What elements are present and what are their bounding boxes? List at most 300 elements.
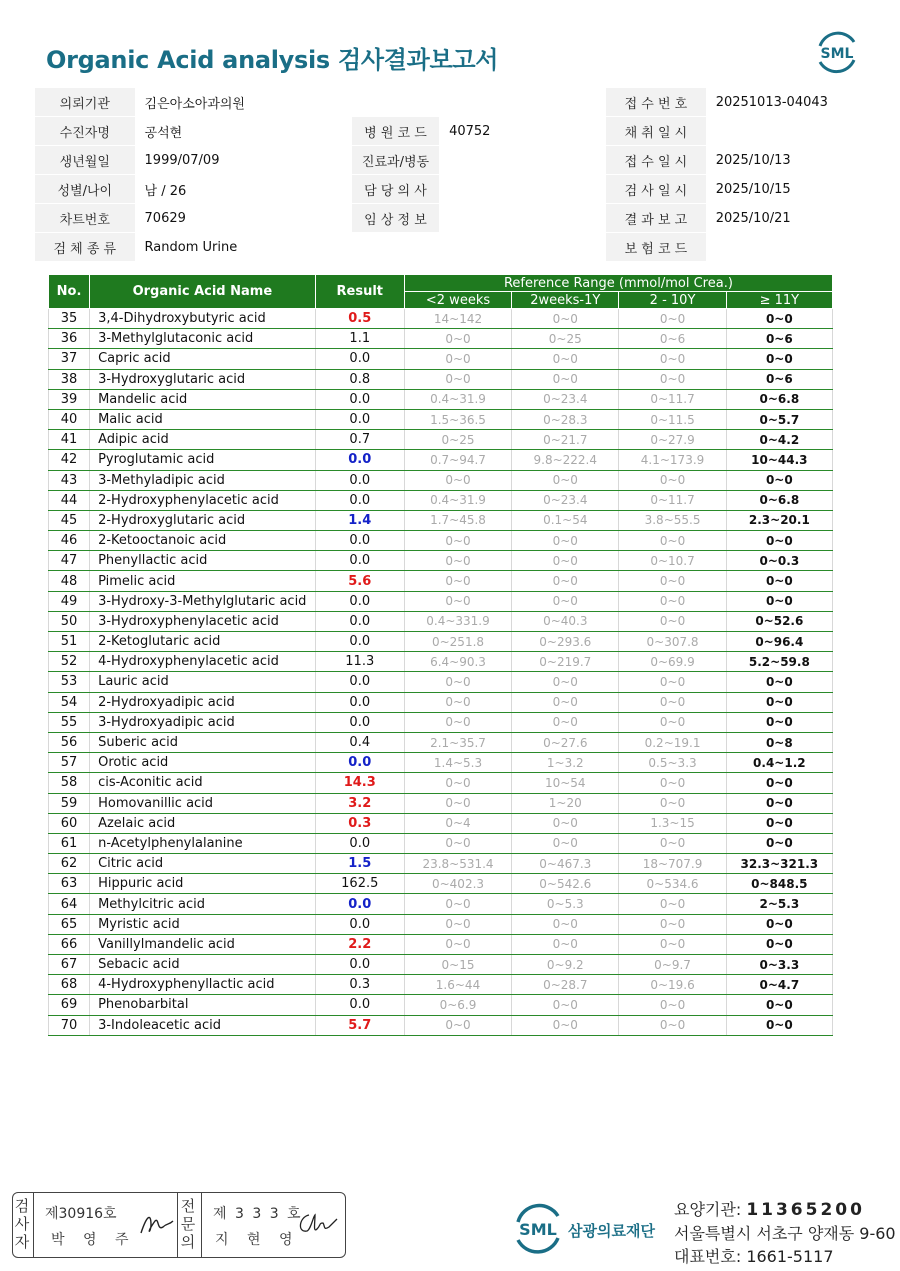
table-row [49, 813, 833, 833]
ref-under-2-weeks: 6.4~90.3 [404, 652, 511, 672]
row-number: 35 [49, 309, 90, 329]
info-value: 70629 [135, 204, 352, 233]
footer-info: 요양기관: 11365200 서울특별시 서초구 양재동 9-60 대표번호: 1661-5117 [674, 1200, 896, 1266]
table-row [49, 712, 833, 732]
info-label [352, 88, 439, 117]
acid-name: Sebacic acid [90, 955, 316, 975]
ref-under-2-weeks: 0~0 [404, 894, 511, 914]
row-number: 51 [49, 632, 90, 652]
ref-2-10y: 0~0 [619, 672, 726, 692]
acid-name: Adipic acid [90, 430, 316, 450]
row-number: 36 [49, 329, 90, 349]
ref-2weeks-1y: 0~0 [512, 551, 619, 571]
ref-2weeks-1y: 0~0 [512, 712, 619, 732]
row-number: 59 [49, 793, 90, 813]
info-value: 김은아소아과의원 [135, 88, 352, 117]
ref-11y-plus: 0~0 [726, 773, 832, 793]
info-value: 2025/10/21 [706, 204, 865, 233]
ref-11y-plus: 0~6 [726, 369, 832, 389]
result-value: 0.0 [315, 753, 404, 773]
table-row [49, 571, 833, 591]
acid-name: Hippuric acid [90, 874, 316, 894]
ref-11y-plus: 0~0 [726, 934, 832, 954]
table-row [49, 430, 833, 450]
ref-11y-plus: 0~0 [726, 571, 832, 591]
ref-2weeks-1y: 0~40.3 [512, 611, 619, 631]
ref-2weeks-1y: 0~0 [512, 470, 619, 490]
info-value [706, 117, 865, 146]
acid-name: Phenyllactic acid [90, 551, 316, 571]
row-number: 43 [49, 470, 90, 490]
ref-2weeks-1y: 0~0 [512, 995, 619, 1015]
acid-name: Myristic acid [90, 914, 316, 934]
acid-name: cis-Aconitic acid [90, 773, 316, 793]
table-row [49, 914, 833, 934]
result-value: 0.0 [315, 389, 404, 409]
acid-name: 4-Hydroxyphenyllactic acid [90, 975, 316, 995]
ref-2weeks-1y: 0~293.6 [512, 632, 619, 652]
info-value [439, 88, 606, 117]
ref-11y-plus: 10~44.3 [726, 450, 832, 470]
info-value: 남 / 26 [135, 175, 352, 204]
ref-11y-plus: 2.3~20.1 [726, 510, 832, 530]
result-value: 0.0 [315, 551, 404, 571]
phone-number: 1661-5117 [746, 1247, 834, 1266]
specialist-license: 제 3 3 3 호 [213, 1206, 303, 1222]
table-row [49, 874, 833, 894]
specialist-signature-icon [295, 1209, 339, 1239]
row-number: 66 [49, 934, 90, 954]
ref-2-10y: 0~0 [619, 531, 726, 551]
ref-2weeks-1y: 0~542.6 [512, 874, 619, 894]
row-number: 58 [49, 773, 90, 793]
table-row [49, 551, 833, 571]
info-label: 병 원 코 드 [352, 117, 439, 146]
ref-under-2-weeks: 0~6.9 [404, 995, 511, 1015]
ref-2-10y: 0~27.9 [619, 430, 726, 450]
row-number: 54 [49, 692, 90, 712]
info-value: 2025/10/15 [706, 175, 865, 204]
acid-name: Azelaic acid [90, 813, 316, 833]
col-age-2: 2 - 10Y [619, 292, 726, 309]
ref-2-10y: 0~6 [619, 329, 726, 349]
ref-2-10y: 0~0 [619, 611, 726, 631]
ref-11y-plus: 0~0 [726, 349, 832, 369]
ref-2-10y: 0~0 [619, 470, 726, 490]
ref-2weeks-1y: 0~28.3 [512, 409, 619, 429]
result-value: 5.7 [315, 1015, 404, 1035]
result-value: 0.0 [315, 490, 404, 510]
ref-under-2-weeks: 0~0 [404, 793, 511, 813]
svg-text:SML: SML [519, 1220, 557, 1239]
info-value [439, 204, 606, 233]
table-row [49, 793, 833, 813]
ref-2-10y: 0~0 [619, 692, 726, 712]
info-value: Random Urine [135, 233, 352, 262]
acid-name: Citric acid [90, 854, 316, 874]
table-row [49, 732, 833, 752]
row-number: 45 [49, 510, 90, 530]
info-value: 40752 [439, 117, 606, 146]
acid-name: 2-Ketoglutaric acid [90, 632, 316, 652]
acid-name: 2-Hydroxyadipic acid [90, 692, 316, 712]
info-label [352, 233, 439, 262]
ref-2weeks-1y: 0~0 [512, 833, 619, 853]
info-value [439, 146, 606, 175]
ref-2-10y: 0~0 [619, 712, 726, 732]
table-row [49, 369, 833, 389]
table-row [49, 753, 833, 773]
ref-2-10y: 0~0 [619, 934, 726, 954]
ref-11y-plus: 0~3.3 [726, 955, 832, 975]
col-age-3: ≥ 11Y [726, 292, 832, 309]
table-row [49, 309, 833, 329]
row-number: 53 [49, 672, 90, 692]
ref-2weeks-1y: 0~0 [512, 692, 619, 712]
ref-under-2-weeks: 0~0 [404, 934, 511, 954]
table-row [49, 955, 833, 975]
col-no: No. [49, 275, 90, 309]
ref-2weeks-1y: 0~9.2 [512, 955, 619, 975]
result-value: 0.0 [315, 611, 404, 631]
ref-2-10y: 0~0 [619, 309, 726, 329]
ref-under-2-weeks: 0~0 [404, 349, 511, 369]
ref-2weeks-1y: 0~0 [512, 1015, 619, 1035]
ref-2weeks-1y: 0.1~54 [512, 510, 619, 530]
table-row [49, 389, 833, 409]
ref-2-10y: 3.8~55.5 [619, 510, 726, 530]
examiner-name: 박 영 주 [51, 1232, 136, 1248]
acid-name: Pyroglutamic acid [90, 450, 316, 470]
ref-11y-plus: 0~6 [726, 329, 832, 349]
ref-under-2-weeks: 0.4~331.9 [404, 611, 511, 631]
ref-2-10y: 0~0 [619, 1015, 726, 1035]
acid-name: Suberic acid [90, 732, 316, 752]
examiner-label: 검 사 자 [14, 1197, 30, 1251]
row-number: 55 [49, 712, 90, 732]
result-value: 0.0 [315, 995, 404, 1015]
result-value: 0.0 [315, 591, 404, 611]
ref-under-2-weeks: 0~0 [404, 914, 511, 934]
info-row [35, 175, 865, 204]
info-label: 수진자명 [35, 117, 135, 146]
info-value [439, 175, 606, 204]
organic-acid-table [48, 274, 833, 1036]
ref-2-10y: 0.2~19.1 [619, 732, 726, 752]
result-value: 0.0 [315, 894, 404, 914]
ref-11y-plus: 0~6.8 [726, 490, 832, 510]
result-value: 0.0 [315, 632, 404, 652]
ref-under-2-weeks: 0~0 [404, 672, 511, 692]
table-row [49, 470, 833, 490]
ref-2-10y: 0~69.9 [619, 652, 726, 672]
ref-under-2-weeks: 0.4~31.9 [404, 389, 511, 409]
acid-name: 3,4-Dihydroxybutyric acid [90, 309, 316, 329]
examiner-license: 제30916호 [45, 1206, 117, 1222]
col-reference: Reference Range (mmol/mol Crea.) [404, 275, 832, 292]
row-number: 44 [49, 490, 90, 510]
ref-2-10y: 0~0 [619, 369, 726, 389]
ref-2weeks-1y: 0~0 [512, 349, 619, 369]
info-label: 임 상 정 보 [352, 204, 439, 233]
table-row [49, 329, 833, 349]
result-value: 1.5 [315, 854, 404, 874]
ref-2weeks-1y: 1~20 [512, 793, 619, 813]
ref-under-2-weeks: 0~15 [404, 955, 511, 975]
info-row [35, 146, 865, 175]
ref-2weeks-1y: 0~467.3 [512, 854, 619, 874]
acid-name: 3-Hydroxy-3-Methylglutaric acid [90, 591, 316, 611]
ref-11y-plus: 0~96.4 [726, 632, 832, 652]
ref-under-2-weeks: 0~0 [404, 551, 511, 571]
address: 서울특별시 서초구 양재동 9-60 [674, 1224, 896, 1243]
ref-2-10y: 0~0 [619, 894, 726, 914]
row-number: 69 [49, 995, 90, 1015]
result-value: 1.1 [315, 329, 404, 349]
result-value: 3.2 [315, 793, 404, 813]
ref-2weeks-1y: 0~0 [512, 672, 619, 692]
table-row [49, 854, 833, 874]
result-value: 0.4 [315, 732, 404, 752]
result-value: 0.0 [315, 712, 404, 732]
acid-name: Orotic acid [90, 753, 316, 773]
result-value: 0.0 [315, 349, 404, 369]
ref-2-10y: 4.1~173.9 [619, 450, 726, 470]
col-age-0: <2 weeks [404, 292, 511, 309]
logo-text: SML [820, 46, 854, 62]
acid-name: Lauric acid [90, 672, 316, 692]
row-number: 42 [49, 450, 90, 470]
acid-name: Methylcitric acid [90, 894, 316, 914]
table-row [49, 672, 833, 692]
result-value: 0.0 [315, 692, 404, 712]
result-value: 162.5 [315, 874, 404, 894]
row-number: 40 [49, 409, 90, 429]
row-number: 62 [49, 854, 90, 874]
acid-name: 2-Hydroxyphenylacetic acid [90, 490, 316, 510]
result-value: 0.5 [315, 309, 404, 329]
ref-2weeks-1y: 0~0 [512, 934, 619, 954]
result-value: 5.6 [315, 571, 404, 591]
ref-2-10y: 0~11.5 [619, 409, 726, 429]
ref-under-2-weeks: 0~0 [404, 833, 511, 853]
info-row [35, 88, 865, 117]
ref-2weeks-1y: 0~25 [512, 329, 619, 349]
ref-2-10y: 0~0 [619, 833, 726, 853]
patient-info-table [35, 88, 865, 262]
info-row [35, 233, 865, 262]
ref-2weeks-1y: 0~0 [512, 309, 619, 329]
result-value: 0.0 [315, 450, 404, 470]
table-row [49, 995, 833, 1015]
ref-2weeks-1y: 0~0 [512, 914, 619, 934]
ref-11y-plus: 0~0 [726, 672, 832, 692]
ref-2-10y: 0~9.7 [619, 955, 726, 975]
ref-under-2-weeks: 0~402.3 [404, 874, 511, 894]
ref-2-10y: 0~19.6 [619, 975, 726, 995]
result-value: 0.0 [315, 955, 404, 975]
ref-under-2-weeks: 0~0 [404, 591, 511, 611]
info-row [35, 204, 865, 233]
row-number: 38 [49, 369, 90, 389]
row-number: 67 [49, 955, 90, 975]
info-value: 공석현 [135, 117, 352, 146]
result-value: 0.8 [315, 369, 404, 389]
row-number: 60 [49, 813, 90, 833]
ref-2-10y: 18~707.9 [619, 854, 726, 874]
ref-2-10y: 0~307.8 [619, 632, 726, 652]
ref-2weeks-1y: 0~0 [512, 591, 619, 611]
row-number: 46 [49, 531, 90, 551]
ref-under-2-weeks: 0.7~94.7 [404, 450, 511, 470]
table-row [49, 692, 833, 712]
result-value: 0.0 [315, 914, 404, 934]
ref-under-2-weeks: 0~25 [404, 430, 511, 450]
info-label: 결 과 보 고 [606, 204, 706, 233]
acid-name: 3-Hydroxyglutaric acid [90, 369, 316, 389]
ref-2weeks-1y: 0~5.3 [512, 894, 619, 914]
result-value: 0.3 [315, 975, 404, 995]
result-value: 0.0 [315, 470, 404, 490]
ref-2weeks-1y: 0~28.7 [512, 975, 619, 995]
info-label: 채 취 일 시 [606, 117, 706, 146]
ref-under-2-weeks: 0~0 [404, 369, 511, 389]
ref-11y-plus: 0~4.7 [726, 975, 832, 995]
ref-11y-plus: 5.2~59.8 [726, 652, 832, 672]
row-number: 63 [49, 874, 90, 894]
info-value: 1999/07/09 [135, 146, 352, 175]
sml-logo-icon [812, 28, 862, 76]
info-label: 진료과/병동 [352, 146, 439, 175]
info-label: 차트번호 [35, 204, 135, 233]
ref-2weeks-1y: 0~0 [512, 571, 619, 591]
info-value [706, 233, 865, 262]
ref-2-10y: 0~11.7 [619, 389, 726, 409]
ref-11y-plus: 0~0 [726, 813, 832, 833]
info-value [439, 233, 606, 262]
ref-under-2-weeks: 0~0 [404, 470, 511, 490]
table-row [49, 591, 833, 611]
table-row [49, 1015, 833, 1035]
specialist-name: 지 현 영 [215, 1232, 300, 1248]
ref-under-2-weeks: 14~142 [404, 309, 511, 329]
ref-11y-plus: 0~0 [726, 692, 832, 712]
ref-2weeks-1y: 10~54 [512, 773, 619, 793]
ref-2weeks-1y: 1~3.2 [512, 753, 619, 773]
table-row [49, 934, 833, 954]
table-row [49, 773, 833, 793]
ref-11y-plus: 0~8 [726, 732, 832, 752]
acid-name: 2-Hydroxyglutaric acid [90, 510, 316, 530]
table-row [49, 349, 833, 369]
institution-number: 11365200 [746, 1200, 865, 1220]
table-row [49, 894, 833, 914]
acid-name: 2-Ketooctanoic acid [90, 531, 316, 551]
ref-under-2-weeks: 0~0 [404, 1015, 511, 1035]
ref-2-10y: 0~10.7 [619, 551, 726, 571]
table-row [49, 975, 833, 995]
ref-11y-plus: 0~0 [726, 591, 832, 611]
result-value: 2.2 [315, 934, 404, 954]
acid-name: 4-Hydroxyphenylacetic acid [90, 652, 316, 672]
result-value: 11.3 [315, 652, 404, 672]
ref-11y-plus: 0~6.8 [726, 389, 832, 409]
table-row [49, 531, 833, 551]
info-label: 보 험 코 드 [606, 233, 706, 262]
acid-name: Mandelic acid [90, 389, 316, 409]
acid-name: Malic acid [90, 409, 316, 429]
ref-2weeks-1y: 0~21.7 [512, 430, 619, 450]
ref-under-2-weeks: 0~0 [404, 531, 511, 551]
acid-name: 3-Hydroxyadipic acid [90, 712, 316, 732]
result-value: 0.0 [315, 531, 404, 551]
specialist-label: 전 문 의 [180, 1197, 196, 1251]
table-row [49, 833, 833, 853]
table-row [49, 409, 833, 429]
ref-2-10y: 0.5~3.3 [619, 753, 726, 773]
ref-under-2-weeks: 0~0 [404, 692, 511, 712]
ref-2-10y: 1.3~15 [619, 813, 726, 833]
ref-11y-plus: 0~0.3 [726, 551, 832, 571]
result-value: 0.7 [315, 430, 404, 450]
ref-2-10y: 0~0 [619, 995, 726, 1015]
ref-2weeks-1y: 0~219.7 [512, 652, 619, 672]
ref-11y-plus: 0~0 [726, 309, 832, 329]
info-label: 접 수 번 호 [606, 88, 706, 117]
ref-2-10y: 0~0 [619, 571, 726, 591]
ref-2weeks-1y: 0~23.4 [512, 389, 619, 409]
acid-name: Capric acid [90, 349, 316, 369]
ref-under-2-weeks: 1.6~44 [404, 975, 511, 995]
info-label: 담 당 의 사 [352, 175, 439, 204]
acid-name: 3-Hydroxyphenylacetic acid [90, 611, 316, 631]
ref-11y-plus: 0~848.5 [726, 874, 832, 894]
ref-under-2-weeks: 0.4~31.9 [404, 490, 511, 510]
info-label: 성별/나이 [35, 175, 135, 204]
ref-11y-plus: 0~0 [726, 470, 832, 490]
ref-2weeks-1y: 0~23.4 [512, 490, 619, 510]
result-value: 0.0 [315, 672, 404, 692]
table-row [49, 611, 833, 631]
col-age-1: 2weeks-1Y [512, 292, 619, 309]
result-value: 14.3 [315, 773, 404, 793]
ref-2weeks-1y: 0~0 [512, 369, 619, 389]
ref-11y-plus: 0~0 [726, 914, 832, 934]
ref-11y-plus: 0~4.2 [726, 430, 832, 450]
row-number: 41 [49, 430, 90, 450]
info-label: 검 체 종 류 [35, 233, 135, 262]
row-number: 37 [49, 349, 90, 369]
acid-name: 3-Indoleacetic acid [90, 1015, 316, 1035]
result-value: 0.0 [315, 409, 404, 429]
ref-2weeks-1y: 9.8~222.4 [512, 450, 619, 470]
ref-under-2-weeks: 0~4 [404, 813, 511, 833]
info-value: 20251013-04043 [706, 88, 865, 117]
ref-under-2-weeks: 23.8~531.4 [404, 854, 511, 874]
ref-2-10y: 0~0 [619, 349, 726, 369]
ref-11y-plus: 0~0 [726, 1015, 832, 1035]
table-row [49, 510, 833, 530]
row-number: 64 [49, 894, 90, 914]
table-row [49, 450, 833, 470]
result-value: 1.4 [315, 510, 404, 530]
ref-2weeks-1y: 0~27.6 [512, 732, 619, 752]
ref-under-2-weeks: 0~0 [404, 329, 511, 349]
col-name: Organic Acid Name [90, 275, 316, 309]
row-number: 39 [49, 389, 90, 409]
ref-under-2-weeks: 0~0 [404, 712, 511, 732]
acid-name: Pimelic acid [90, 571, 316, 591]
